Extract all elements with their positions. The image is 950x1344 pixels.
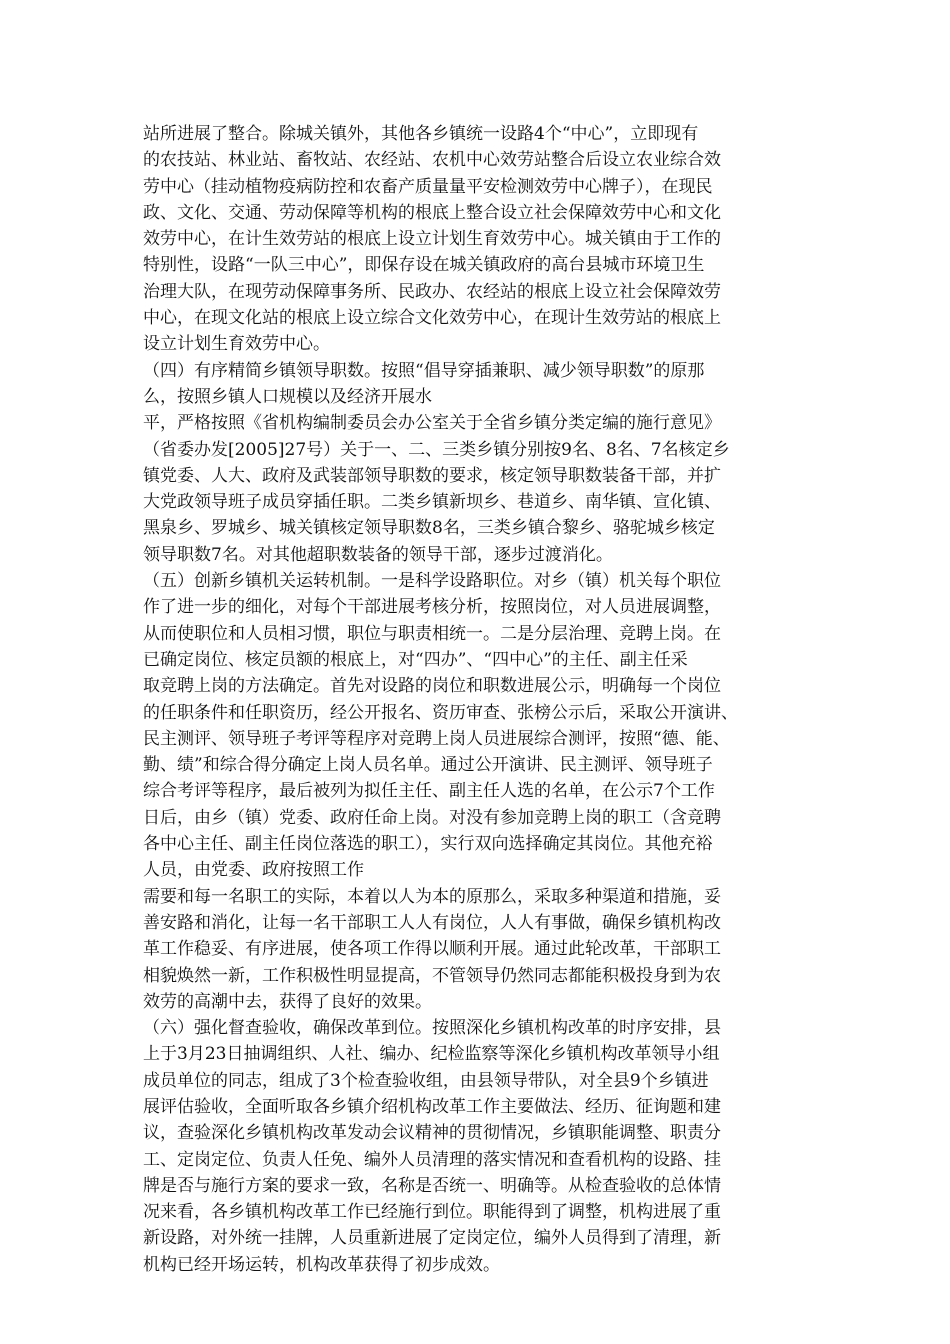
text-line: 的农技站、林业站、畜牧站、农经站、农机中心效劳站整合后设立农业综合效 (143, 150, 721, 171)
text-line: 上于3月23日抽调组织、人社、编办、纪检监察等深化乡镇机构改革领导小组 (143, 1044, 720, 1065)
text-line: 善安路和消化，让每一名干部职工人人有岗位，人人有事做，确保乡镇机构改 (143, 912, 721, 933)
text-line: 站所进展了整合。除城关镇外，其他各乡镇统一设路4个“中心”，立即现有 (143, 124, 699, 144)
text-line: 新设路，对外统一挂牌，人员重新进展了定岗定位，编外人员得到了清理，新 (143, 1228, 721, 1249)
text-line: 展评估验收，全面听取各乡镇介绍机构改革工作主要做法、经历、征询题和建 (143, 1096, 721, 1117)
text-line: 效劳中心，在计生效劳站的根底上设立计划生育效劳中心。城关镇由于工作的 (143, 229, 721, 250)
text-line: 政、文化、交通、劳动保障等机构的根底上整合设立社会保障效劳中心和文化 (143, 202, 721, 223)
text-line: 大党政领导班子成员穿插任职。二类乡镇新坝乡、巷道乡、南华镇、宣化镇、 (143, 492, 721, 513)
text-line: 平，严格按照《省机构编制委员会办公室关于全省乡镇分类定编的施行意见》 (143, 413, 721, 434)
text-line: 民主测评、领导班子考评等程序对竞聘上岗人员进展综合测评，按照“德、能、 (143, 728, 730, 749)
text-line: 中心，在现文化站的根底上设立综合文化效劳中心，在现计生效劳站的根底上 (143, 308, 721, 329)
text-line: 工、定岗定位、负责人任免、编外人员清理的落实情况和查看机构的设路、挂 (143, 1149, 721, 1170)
text-line: 牌是否与施行方案的要求一致，名称是否统一、明确等。从检查验收的总体情 (143, 1175, 721, 1196)
text-line: 黑泉乡、罗城乡、城关镇核定领导职数8名，三类乡镇合黎乡、骆驼城乡核定 (143, 518, 715, 539)
text-line: 从而使职位和人员相习惯，职位与职责相统一。二是分层治理、竞聘上岗。在 (143, 623, 721, 644)
text-line: 镇党委、人大、政府及武装部领导职数的要求，核定领导职数装备干部，并扩 (143, 465, 721, 486)
text-line: 作了进一步的细化，对每个干部进展考核分析，按照岗位，对人员进展调整， (143, 597, 721, 618)
text-line: 已确定岗位、核定员额的根底上，对“四办”、“四中心”的主任、副主任采 (143, 649, 688, 670)
text-line: 议，查验深化乡镇机构改革发动会议精神的贯彻情况，乡镇职能调整、职责分 (143, 1123, 721, 1144)
text-line: 劳中心（挂动植物疫病防控和农畜产质量量平安检测效劳中心牌子），在现民 (143, 176, 713, 197)
text-line: 各中心主任、副主任岗位落选的职工），实行双向选择确定其岗位。其他充裕 (143, 834, 713, 855)
text-line: 取竞聘上岗的方法确定。首先对设路的岗位和职数进展公示，明确每一个岗位 (143, 676, 721, 697)
document-body (143, 121, 803, 1278)
text-line: 领导职数7名。对其他超职数装备的领导干部，逐步过渡消化。 (143, 544, 613, 565)
text-line: 日后，由乡（镇）党委、政府任命上岗。对没有参加竞聘上岗的职工（含竞聘 (143, 807, 721, 828)
text-line: 么，按照乡镇人口规模以及经济开展水 (143, 386, 432, 407)
text-line: （六）强化督查验收，确保改革到位。按照深化乡镇机构改革的时序安排，县 (143, 1018, 721, 1039)
text-line: 况来看，各乡镇机构改革工作已经施行到位。职能得到了调整，机构进展了重 (143, 1202, 721, 1223)
text-line: 治理大队，在现劳动保障事务所、民政办、农经站的根底上设立社会保障效劳 (143, 281, 721, 302)
text-line: 综合考评等程序，最后被列为拟任主任、副主任人选的名单，在公示7个工作 (143, 781, 715, 802)
text-line: 相貌焕然一新，工作积极性明显提高，不管领导仍然同志都能积极投身到为农 (143, 965, 721, 986)
text-line: 需要和每一名职工的实际，本着以人为本的原那么，采取多种渠道和措施，妥 (143, 886, 721, 907)
text-line: 设立计划生育效劳中心。 (143, 334, 330, 355)
text-line: 效劳的高潮中去，获得了良好的效果。 (143, 991, 432, 1012)
text-line: 勤、绩”和综合得分确定上岗人员名单。通过公开演讲、民主测评、领导班子 (143, 755, 713, 776)
text-line: 革工作稳妥、有序进展，使各项工作得以顺利开展。通过此轮改革，干部职工 (143, 939, 721, 960)
text-line: （四）有序精简乡镇领导职数。按照“倡导穿插兼职、减少领导职数”的原那 (143, 360, 705, 381)
text-line: 人员，由党委、政府按照工作 (143, 860, 364, 881)
text-line: 特别性，设路“一队三中心”，即保存设在城关镇政府的高台县城市环境卫生 (143, 255, 705, 276)
text-line: （五）创新乡镇机关运转机制。一是科学设路职位。对乡（镇）机关每个职位 (143, 571, 721, 592)
text-line: 的任职条件和任职资历，经公开报名、资历审查、张榜公示后，采取公开演讲、 (143, 702, 738, 723)
text-line: 机构已经开场运转，机构改革获得了初步成效。 (143, 1254, 500, 1275)
text-line: 成员单位的同志，组成了3个检查验收组，由县领导带队，对全县9个乡镇进 (143, 1070, 709, 1091)
text-line: （省委办发[2005]27号）关于一、二、三类乡镇分别按9名、8名、7名核定乡 (143, 439, 730, 460)
